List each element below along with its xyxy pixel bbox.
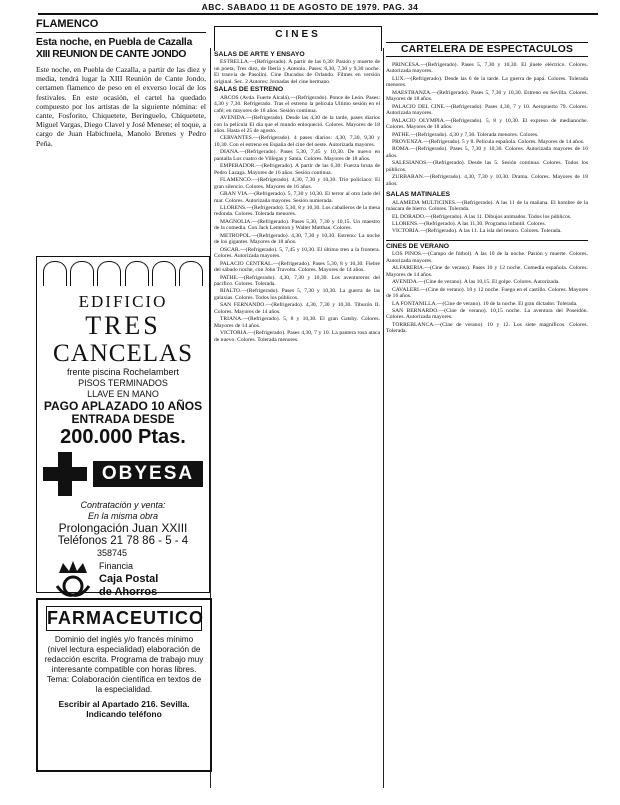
ad-finance [99, 560, 203, 599]
ad-contract: Contratación y venta: [80, 500, 166, 510]
ad-phone-extra: 358745 [97, 548, 128, 558]
cines-title: CINES [275, 29, 321, 40]
listing: EL DORADO.—(Refrigerado). A las 11. Dibujos animados. Todos los públicos. [392, 213, 572, 220]
listing: GRAN VIA.—(Refrigerado). 5, 7,30 y 10,30. El terror al otro lado del mar. Colores. Autorizada mayores. Sesión numerada. [214, 191, 380, 204]
listing: ALAMEDA MULTICINES.—(Refrigerado). A las 11 de la mañana. El hombre de la máscara de hierro. Colores. Tolerada. [386, 199, 588, 213]
listing: LUX.—(Refrigerado). Desde las 6 de la tarde. La guerra de papá. Colores. Tolerada menores. [386, 75, 588, 89]
listing: AVENIDA.—(Cine de verano). A las 10,15. El golpe. Colores. Autorizada. [392, 279, 560, 286]
ad-farmaceutico-body: Dominio del inglés y/o francés mínimo (nivel lectura especialidad) elaboración de redacción escrita. Programa de trabajo muy interesante compatible con horas libres. Tema: Colaboración científica en textos de la especialidad. [44, 635, 204, 694]
post-horn-crown-icon [51, 559, 95, 599]
listing: ROMA.—(Refrigerado). Pases 5, 7,30 y 10,30. Colores. Autorizada mayores de 16 años. [386, 146, 588, 159]
listing: FLAMENCO.—(Refrigerado). 4,30, 7,30 y 10,30. Trío policiaco: El gran silencio. Colores. Mayores de 16 años. [214, 177, 380, 190]
listing: PALACIO DEL CINE.—(Refrigerado). Pases 4,30, 7 y 10. Aeropuerto 79. Colores. Autorizada mayores. [386, 103, 588, 117]
listing: AVENIDA.—(Refrigerado). Desde las 4,30 de la tarde, pases diarios con la película El día que el mundo enloqueció. Colores. Mayores de 18 años. Hasta el 25 de agosto. [214, 115, 380, 134]
listing: LLORENS.—(Refrigerado). 5,30, 8 y 10,30. Los caballeros de la mesa redonda. Colores. Tolerada menores. [214, 204, 380, 218]
section-title-flamenco: FLAMENCO [36, 18, 206, 33]
flamenco-section [36, 18, 206, 148]
listing-estrella: ESTRELLA.—(Refrigerado). A partir de las 6,30: Pasión y muerte de un poeta, Tres diez, de Iberia y Antonio. Pases: 6,30, 7,30 y 9,30 noche. El tranvía de Pasolini. Cine Ducados de Orlando. Filmes en versión original. Sec. 2 Autores: Jornadas del cine hermano. [214, 59, 380, 85]
subsection-matinales: SALAS MATINALES [386, 191, 451, 199]
page-header: ABC. SABADO 11 DE AGOSTO DE 1979. PAG. 34 [201, 2, 419, 12]
ad-entrada: ENTRADA DESDE [71, 412, 175, 426]
listing: OSCAR.—(Refrigerado). 5, 7,45 y 10,30. El último tren a la frontera. Colores. Autorizada mayores. [214, 246, 380, 260]
ad-obra: En la misma obra [87, 511, 159, 521]
listing: LLORENS.—(Refrigerado). A las 11,30. Programa infantil. Colores. [392, 220, 546, 227]
listing: ALFARERIA.—(Cine de verano). Pases 10 y 12 noche. Comedia española. Colores. Mayores de 14 años. [386, 265, 588, 278]
listing: SALESIANOS.—(Refrigerado). Desde las 5. Sesión continua. Colores. Todos los públicos. [386, 160, 588, 173]
listing: SAN FERNANDO.—(Refrigerado). 4,30, 7,30 y 10,30. Tiburón II. Colores. Mayores de 14 años. [214, 302, 380, 315]
ad-farmaceutico-contact-2: Indicando teléfono [86, 709, 162, 719]
listing: VICTORIA.—(Refrigerado). Pases 4,30, 7 y 10. La pantera rosa ataca de nuevo. Colores. Tolerada menores. [214, 330, 380, 343]
listing: VICTORIA.—(Refrigerado). A las 11. La isla del tesoro. Colores. Tolerada. [392, 228, 562, 235]
cartelera-column [386, 62, 588, 336]
flamenco-article-body: Este noche, en Puebla de Cazalla, a partir de las diez y media, tendrá lugar la XIII Reunión de Cante Jondo, certamen flamenco de peso en el exverso local de los festivales. En este ocasión, el cartel ha quedado compuesto por los artistas de la siguiente nómina: el cante, Fosforito, Chiquetete, Beringuelo, Chiquetete, Miguel Vargas, Diego Clavel y José Menese; el toque, a cargo de Juan Habichuela, Manolo Brenes y Pedro Peña. [36, 65, 206, 148]
listing: RIALTO.—(Refrigerado). Pases 5, 7,30 y 10,30. La guerra de las galaxias. Colores. Todos los públicos. [214, 288, 380, 301]
listing: PATHE.—(Refrigerado). 4,30 y 7,30. Tolerada menores. Colores. [392, 131, 539, 138]
listing: PALACIO OLYMPIA.—(Refrigerado). 5, 8 y 10,30. El expreso de medianoche. Colores. Mayores de 18 años. [386, 117, 588, 131]
subsection-arte-ensayo: SALAS DE ARTE Y ENSAYO [214, 51, 305, 58]
ad-financia: Financia [99, 560, 134, 571]
listing: ZURBARAN.—(Refrigerado). 4,30, 7,30 y 10,30. Drama. Colores. Mayores de 18 años. [386, 174, 588, 187]
flamenco-headline-2: XIII REUNION DE CANTE JONDO [36, 49, 186, 60]
ad-brand-row [43, 452, 203, 496]
listing: LA FONTANILLA.—(Cine de verano). 10 de la noche. El gran dictador. Tolerada. [392, 300, 578, 307]
listing: SAN BERNARDO.—(Cine de verano). 10,15 noche. La aventura del Poseidón. Colores. Autorizada mayores. [386, 307, 588, 321]
listing: METROPOL.—(Refrigerado). 4,30, 7,30 y 10,30. Estreno: La noche de los gigantes. Mayores de 18 años. [214, 232, 380, 246]
listing: CERVANTES.—(Refrigerado). 4 pases diarios: 4,30, 7,30, 9,30 y 10,30. Con el estreno en España del cine del oeste. Autorizada mayores. [214, 135, 380, 148]
flamenco-headline-1: Esta noche, en Puebla de Cazalla [36, 37, 193, 48]
ad-caja-1: Caja Postal [99, 572, 159, 585]
listing: CAVALERI.—(Cine de verano). 10 y 12 noche. Fuego en el castillo. Colores. Mayores de 16 años. [386, 286, 588, 300]
cines-box [214, 26, 382, 51]
ad-pisos: PISOS TERMINADOS [78, 378, 168, 388]
cartelera-title: CARTELERA DE ESPECTACULOS [386, 44, 588, 57]
header-rule [38, 13, 598, 15]
ad-phones: Teléfonos 21 78 86 - 5 - 4 [57, 535, 189, 547]
ad-edificio-tres-cancelas [36, 256, 210, 598]
listing: MAESTRANZA.—(Refrigerado). Pases 5, 7,30 y 10,30. Estreno en Sevilla. Colores. Mayores de 18 años. [386, 89, 588, 103]
ad-caja-2: de Ahorros [99, 585, 158, 598]
ad-llave: LLAVE EN MANO [87, 389, 159, 399]
column-divider-2 [383, 48, 384, 788]
listing: EMPERADOR.—(Refrigerado). A partir de las 6,30: Fuerza bruta de Pedro Lazaga. Mayores de 16 años. Sesión continua. [214, 163, 380, 176]
listing: TORREBLANCA.—(Cine de verano). 10 y 12. Los siete magníficos. Colores. Tolerada. [386, 321, 588, 335]
cines-column [214, 50, 380, 344]
ad-title-cancelas: CANCELAS [53, 340, 193, 367]
listing: PROVENZA.—(Refrigerado). 5 y 8. Película española. Colores. Mayores de 14 años. [392, 138, 585, 145]
ad-farmaceutico-contact-1: Escribir al Apartado 216. Sevilla. [58, 699, 190, 709]
subsection-verano: CINES DE VERANO [386, 240, 588, 250]
cartelera-top-rule [386, 42, 588, 43]
ad-address: Prolongación Juan XXIII [58, 521, 188, 535]
listing: PALACIO CENTRAL.—(Refrigerado). Pases 5,30, 8 y 10,30. Fiebre del sábado noche, con John Travolta. Colores. Mayores de 14 años. [214, 260, 380, 274]
ad-farmaceutico [36, 598, 212, 772]
listing: MAGNOLIA.—(Refrigerado). Pases 5,30, 7,30 y 10,15. Un maestro de la comedia. Con Jack Lemmon y Walter Matthau. Colores. [214, 218, 380, 232]
listing: LOS PINOS.—(Campo de fútbol). A las 10 de la noche. Pasión y muerte. Colores. Autorizada mayores. [386, 251, 588, 264]
listing: PRINCESA.—(Refrigerado). Pases 5, 7,30 y 10,30. El jinete eléctrico. Colores. Autorizada mayores. [386, 62, 588, 75]
ad-finance-row [43, 559, 203, 599]
subsection-estreno: SALAS DE ESTRENO [214, 86, 284, 94]
ad-title-tres: TRES [85, 311, 161, 340]
ad-arches-decoration [37, 257, 209, 286]
ad-brand: OBYESA [93, 461, 203, 487]
listing: PATHE.—(Refrigerado). 4,30, 7,30 y 10,30. Los aventureros del pacífico. Colores. Tolerada. [214, 274, 380, 287]
listing: DIANA.—(Refrigerado). Pases 5,30, 7,45 y 10,30. De nuevo en pantalla Los cuatro de Villegas y Santa. Colores. Mayores de 18 años. [214, 149, 380, 162]
ad-title-edificio: EDIFICIO [78, 292, 168, 311]
ad-price: 200.000 Ptas. [60, 426, 186, 448]
ad-pago: PAGO APLAZADO 10 AÑOS [43, 399, 203, 413]
listing: ARCOS (Avda. Fuerte Alcalá).—(Refrigerado). Ponce de León. Pases: 4,30 y 7,30. Refrigerado. Tras el estreno la película Ultimo sesión en el café; en mayores de 18 años. Sesión continua. [214, 94, 380, 114]
listing: TRIANA.—(Refrigerado). 5, 8 y 10,30. El gran Gatsby. Colores. Mayores de 14 años. [214, 316, 380, 329]
cross-icon [43, 452, 87, 496]
ad-farmaceutico-title: FARMACEUTICO [46, 606, 202, 631]
ad-location: frente piscina Rochelambert [66, 367, 180, 377]
